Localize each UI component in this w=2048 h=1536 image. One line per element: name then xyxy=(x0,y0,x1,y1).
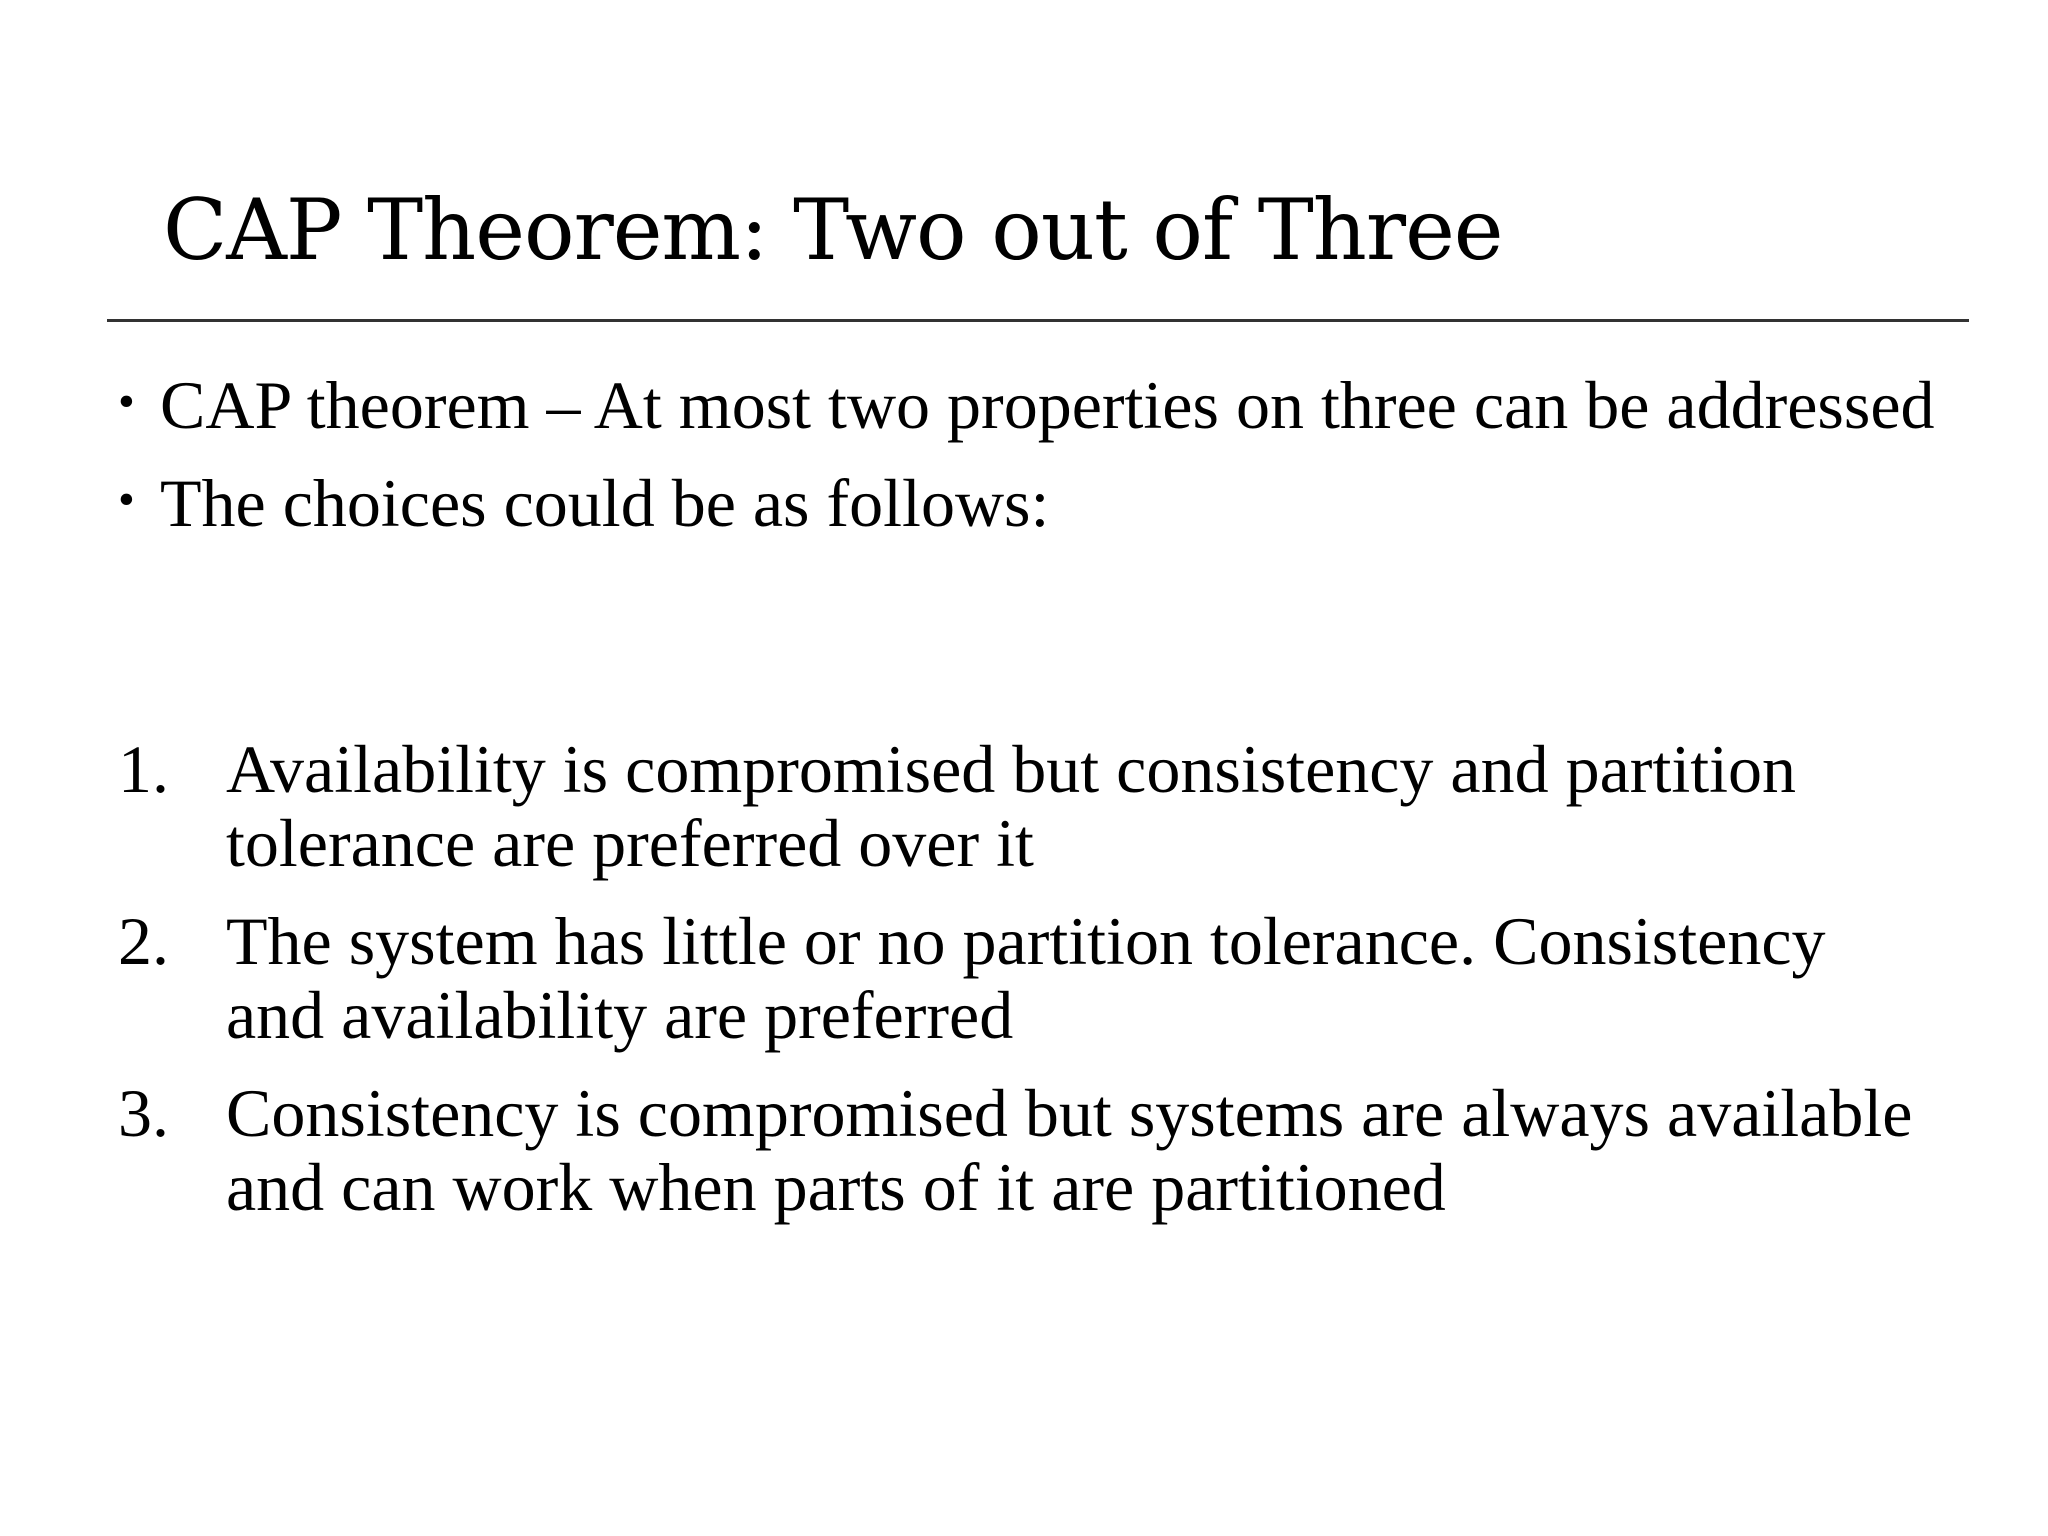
item-number: 1. xyxy=(118,731,169,807)
item-number: 2. xyxy=(118,903,169,979)
numbered-item xyxy=(118,1076,1938,1224)
numbered-item xyxy=(118,904,1938,1052)
bullet-list xyxy=(118,368,1938,564)
numbered-item xyxy=(118,732,1938,880)
bullet-item xyxy=(118,466,1938,540)
bullet-text: CAP theorem – At most two properties on three can be addressed xyxy=(160,367,1935,443)
title-divider xyxy=(107,319,1969,322)
bullet-text: The choices could be as follows: xyxy=(160,465,1050,541)
bullet-item xyxy=(118,368,1938,442)
slide-title: CAP Theorem: Two out of Three xyxy=(163,181,1503,279)
item-number: 3. xyxy=(118,1075,169,1151)
numbered-list xyxy=(118,732,1938,1248)
item-text: The system has little or no partition tolerance. Consistency and availability are preferred xyxy=(226,903,1826,1053)
bullet-marker: • xyxy=(118,473,135,526)
bullet-marker: • xyxy=(118,375,135,428)
item-text: Availability is compromised but consistency and partition tolerance are preferred over it xyxy=(226,731,1797,881)
item-text: Consistency is compromised but systems are always available and can work when parts of it are partitioned xyxy=(226,1075,1913,1225)
